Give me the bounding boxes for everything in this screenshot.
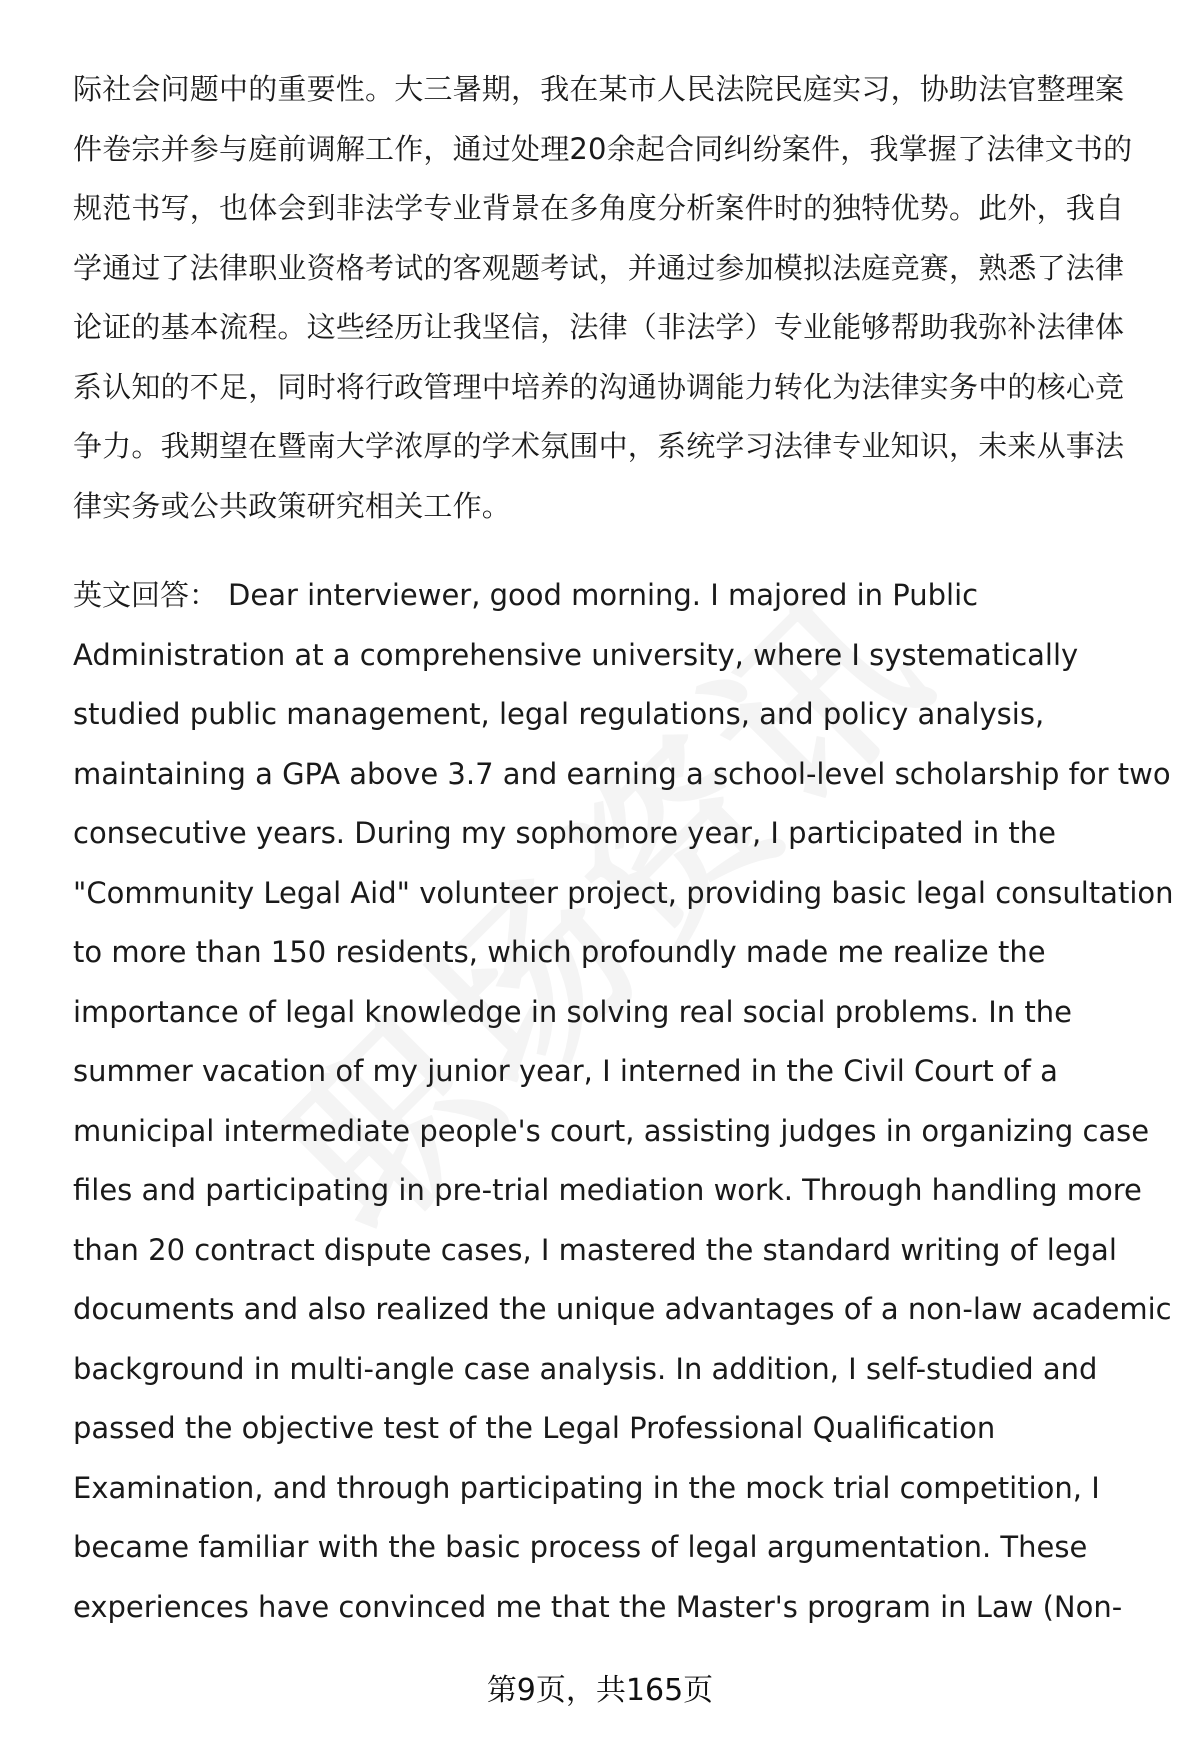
chinese-paragraph xyxy=(73,60,1153,536)
paragraph-line: 律实务或公共政策研究相关工作。 xyxy=(73,488,512,523)
paragraph-line: 件卷宗并参与庭前调解工作，通过处理20余起合同纠纷案件，我掌握了法律文书的 xyxy=(73,131,1133,166)
paragraph-line-text: Dear interviewer, good morning. I majored in Public xyxy=(228,578,979,612)
paragraph-line: background in multi-angle case analysis. In addition, I self-studied and xyxy=(73,1351,1098,1386)
paragraph-line: "Community Legal Aid" volunteer project, providing basic legal consultation xyxy=(73,875,1174,910)
page-number-footer: 第9页，共165页 xyxy=(486,1673,714,1708)
paragraph-line: became familiar with the basic process of legal argumentation. These xyxy=(73,1530,1088,1564)
paragraph-line: experiences have convinced me that the Master's program in Law (Non- xyxy=(73,1589,1123,1624)
english-answer-paragraph xyxy=(73,566,1174,1637)
paragraph-line: 学通过了法律职业资格考试的客观题考试，并通过参加模拟法庭竞赛，熟悉了法律 xyxy=(73,250,1125,285)
paragraph-line: than 20 contract dispute cases, I mastered the standard writing of legal xyxy=(73,1232,1117,1267)
paragraph-line: consecutive years. During my sophomore year, I participated in the xyxy=(73,816,1056,850)
paragraph-line: to more than 150 residents, which profoundly made me realize the xyxy=(73,935,1046,969)
paragraph-line: Administration at a comprehensive university, where I systematically xyxy=(73,637,1079,672)
paragraph-line: 论证的基本流程。这些经历让我坚信，法律（非法学）专业能够帮助我弥补法律体 xyxy=(73,310,1125,344)
paragraph-line: 规范书写，也体会到非法学专业背景在多角度分析案件时的独特优势。此外，我自 xyxy=(73,191,1125,225)
paragraph-line: studied public management, legal regulations, and policy analysis, xyxy=(73,697,1045,731)
paragraph-line: summer vacation of my junior year, I interned in the Civil Court of a xyxy=(73,1054,1058,1088)
document-body xyxy=(73,60,1174,1637)
paragraph-line: documents and also realized the unique advantages of a non-law academic xyxy=(73,1292,1172,1326)
paragraph-line: 争力。我期望在暨南大学浓厚的学术氛围中，系统学习法律专业知识，未来从事法 xyxy=(73,429,1125,463)
paragraph-line: files and participating in pre-trial mediation work. Through handling more xyxy=(73,1173,1142,1207)
paragraph-line: importance of legal knowledge in solving real social problems. In the xyxy=(73,994,1072,1029)
paragraph-line xyxy=(73,566,1153,626)
paragraph-line: 际社会问题中的重要性。大三暑期，我在某市人民法院民庭实习，协助法官整理案 xyxy=(73,72,1125,106)
paragraph-line: Examination, and through participating in the mock trial competition, I xyxy=(73,1470,1100,1505)
english-answer-label: 英文回答： xyxy=(73,578,219,612)
paragraph-line: municipal intermediate people's court, assisting judges in organizing case xyxy=(73,1113,1150,1148)
paragraph-line: passed the objective test of the Legal Professional Qualification xyxy=(73,1411,996,1445)
paragraph-line: 系认知的不足，同时将行政管理中培养的沟通协调能力转化为法律实务中的核心竞 xyxy=(73,369,1125,404)
paragraph-line: maintaining a GPA above 3.7 and earning a school-level scholarship for two xyxy=(73,756,1171,791)
